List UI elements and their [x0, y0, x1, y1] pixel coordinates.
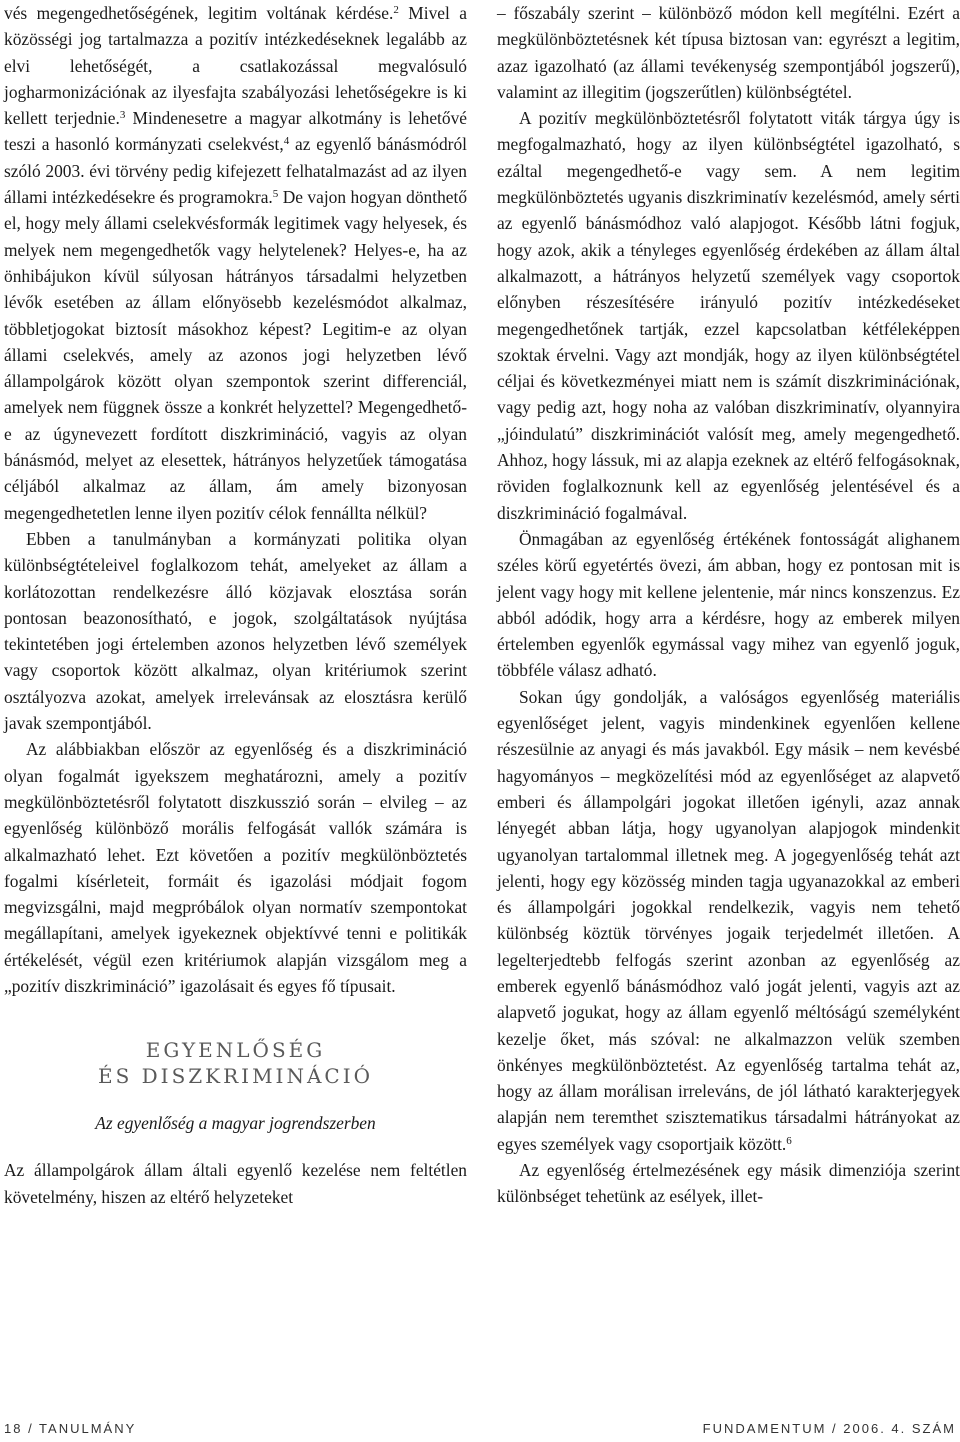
paragraph: vés megengedhetőségének, legitim voltának kérdése.$^2$ Mivel a közösségi jog tartalmazza a pozitív intézkedéseknek legalább az elvi lehetőségét, a csatlakozással megvalósuló jogharmonizációnak az ilyesfajta szabályozási lehetőségekre is ki kellett terjednie.$^3$ Mindenesetre a magyar alkotmány is lehetővé teszi a hasonló kormányzati cselekvést,$^4$ az egyenlő bánásmódról szóló 2003. évi törvény pedig kifejezett felhatalmazást ad az ilyen állami intézkedésekre és programokra.$^5$ De vajon hogyan dönthető el, hogy mely állami cselekvésformák legitimek vagy helyesek, és melyek nem megengedhetők vagy helytelenek? Helyes-e, ha az önhibájukon kívül súlyosan hátrányos társadalmi helyzetben lévők esetében az állam előnyösebb kezelésmódot alkalmaz, többletjogokat biztosít másokhoz képest? Legitim-e az olyan állami cselekvés, amely az azonos jogi helyzetben lévő állampolgárok között olyan szempontok szerint differenciál, amelyek nem függnek össze a konkrét helyzettel? Megengedhető-e az úgynevezett fordított diszkrimináció, vagyis az olyan bánásmód, melyet az elesettek, hátrányos helyzetűek támogatása céljából alkalmaz az állam, ám amely bizonyosan megengedhetetlen lenne ilyen pozitív célok fennállta nélkül?: [4, 3, 468, 523]
paragraph: Az alábbiakban először az egyenlőség és a diszkrimináció olyan fogalmát igyekszem meghatározni, amely a pozitív megkülönböztetésről folytatott diszkusszió során – elvileg – az egyenlőség különböző morális felfogását vallók számára is alkalmazható lehet. Ezt követően a pozitív megkülönböztetés fogalmi kísérleteit, formáit és igazolási módjait fogom megvizsgálni, majd megpróbálok olyan normatív szempontokat megállapítani, amelyek igyekeznek objektívvé tenni e politikák értékelését, végül ezen kritériumok alapján vizsgálom meg a „pozitív diszkrimináció” igazolásait és egyes fő típusait.: [4, 739, 467, 996]
section-heading-line: EGYENLŐSÉG: [145, 1038, 326, 1063]
footer-journal-label: FUNDAMENTUM / 2006. 4. SZÁM: [702, 1421, 956, 1436]
paragraph: – főszabály szerint – különböző módon kell megítélni. Ezért a megkülönböztetésnek két típusa biztosan van: egyrészt a legitim, azaz igazolható (az állami tevékenység szempontjából jogszerű), valamint az illegitim (jogszerűtlen) különbségtétel.: [497, 3, 960, 102]
footnote-marker[interactable]: 5: [272, 188, 279, 201]
paragraph: Az állampolgárok állam általi egyenlő kezelése nem feltétlen követelmény, hiszen az eltérő helyzeteket: [4, 1160, 467, 1207]
paragraph: Az egyenlőség értelmezésének egy másik dimenziója szerint különbséget tehetünk az esélyek, illet-: [497, 1160, 960, 1207]
subsection-heading: Az egyenlőség a magyar jogrendszerben: [95, 1113, 376, 1134]
section-heading: [4, 1037, 467, 1089]
footnote-marker[interactable]: 4: [283, 135, 290, 148]
footnote-marker[interactable]: 3: [119, 109, 126, 122]
right-column: [497, 0, 960, 1210]
left-column: [4, 0, 467, 1210]
footnote-marker[interactable]: 2: [393, 4, 399, 16]
footer-section-label: 18 / TANULMÁNY: [4, 1421, 137, 1436]
paragraph: Sokan úgy gondolják, a valóságos egyenlőség materiális egyenlőséget jelent, vagyis mindenkinek egyenlően kellene részesülnie az anyagi és más javakból. Egy másik – nem kevésbé hagyományos – megközelítési mód az egyenlőséget az alapvető emberi és állampolgári jogokat illetően igényli, azaz annak lényegét abban látja, hogy ugyanolyan alapjogok mindenkit ugyanolyan tartalommal illetnek meg. A jogegyenlőség tehát azt jelenti, hogy egy közösség minden tagja ugyanazokkal az emberi és állampolgári jogokkal rendelkezik, vagyis nem tehető különbség köztük törvényes jogaik terjedelmét illetően. A legelterjedtebb felfogás szerint azonban az egyenlőség az emberek egyenlő bánásmódhoz való jogát jelenti, vagyis azt az alapvető jogukat, hogy az állam egyenlő méltóságú személyként kezelje őket, más szóval: ne alkalmazzon velük szemben önkényes megkülönböztetést. Az egyenlőség tartalma tehát az, hogy az állam morálisan irreleváns, de jól látható karakterjegyek alapján nem teremthet szisztematikus társadalmi hátrányokat az egyes személyek vagy csoportjaik között.$^6$: [497, 686, 960, 1154]
paragraph: Ebben a tanulmányban a kormányzati politika olyan különbségtételeivel foglalkozom tehát, amelyeket az állam a korlátozottan rendelkezésre álló közjavak elosztása során pontosan beazonosítható, e jogok, szolgáltatások nyújtása tekintetében jogi értelemben azonos helyzetben lévő személyek vagy csoportok között alkalmaz, olyan kritériumok szerint osztályozva azokat, amelyek irrelevánsak az elosztásra kerülő javak szempontjából.: [4, 528, 467, 734]
paragraph: A pozitív megkülönböztetésről folytatott viták tárgya úgy is megfogalmazható, hogy az ilyen különbségtétel igazolható, s ezáltal megengedhető-e vagy sem. A nem legitim megkülönböztetés ugyanis diszkriminatív kezelésmód, amely sérti az egyenlő bánásmódhoz való alapjogot. Később látni fogjuk, hogy azok, akik a tényleges egyenlőség érdekében az állam által alkalmazott, a hátrányos helyzetű személyek vagy csoportok előnyben részesítésére irányuló pozitív intézkedéseket megengedhetőnek tartják, ezzel kapcsolatban kétféleképpen szoktak érvelni. Vagy azt mondják, hogy az ilyen különbségtétel céljai és következményei miatt nem is számít diszkriminációnak, vagy pedig azt, hogy noha az valóban diszkriminatív, olyannyira „jóindulatú” diszkriminációt valósít meg, amely megengedhető. Ahhoz, hogy lássuk, mi az alapja ezeknek az eltérő felfogásoknak, röviden foglalkoznunk kell az egyenlőség jelentésével és a diszkrimináció fogalmával.: [497, 108, 960, 523]
footnote-marker[interactable]: 6: [786, 1134, 792, 1147]
section-heading-line: ÉS DISZKRIMINÁCIÓ: [97, 1064, 373, 1089]
paragraph: Önmagában az egyenlőség értékének fontosságát alighanem széles körű egyetértés övezi, ám abban, hogy ez pontosan mit is jelent vagy hogy mit kellene jelentenie, már nincs konszenzus. Ez abból adódik, hogy arra a kérdésre, hogy az emberek milyen értelemben egyenlők egymással vagy mihez van egyenlő joguk, többféle válasz adható.: [497, 528, 960, 681]
